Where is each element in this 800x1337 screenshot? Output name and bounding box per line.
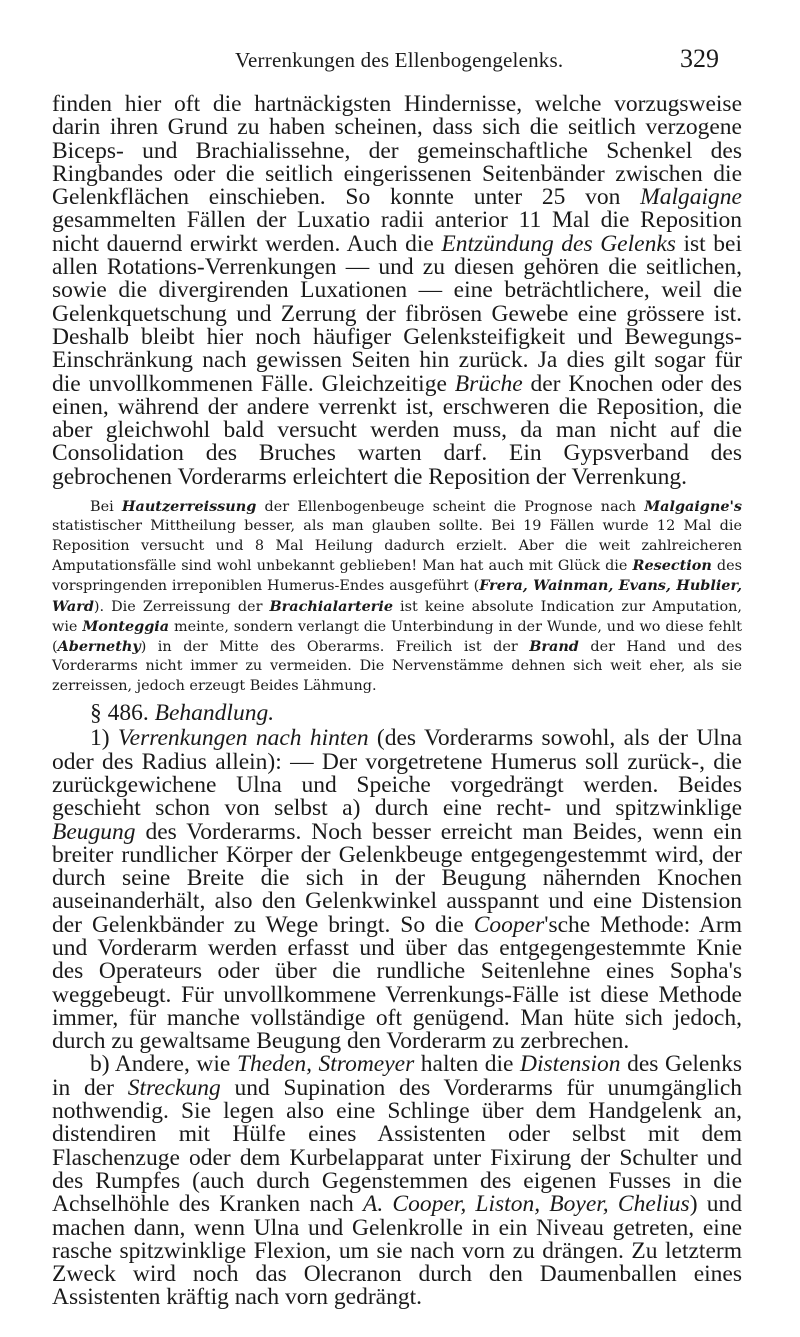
text-run: ). Die Zerreissung der bbox=[93, 598, 270, 615]
page-header bbox=[0, 42, 800, 78]
bold-italic-term: Brachialarterie bbox=[269, 597, 393, 615]
italic-term: Entzündung des Gelenks bbox=[441, 230, 676, 257]
bold-italic-term: Hautzerreissung bbox=[121, 498, 257, 516]
paragraph bbox=[52, 1053, 742, 1309]
section-number: § 486. bbox=[90, 700, 149, 727]
text-run: b) Andere, wie bbox=[90, 1051, 237, 1078]
italic-names: Theden, Stromeyer bbox=[236, 1051, 415, 1078]
italic-term: Brüche bbox=[454, 370, 523, 397]
italic-name: Malgaigne bbox=[640, 184, 742, 211]
bold-italic-term: Resection bbox=[632, 556, 712, 574]
italic-name: Cooper bbox=[473, 911, 545, 938]
bold-italic-name: Malgaigne's bbox=[644, 498, 742, 516]
running-title: Verrenkungen des Ellenbogengelenks. bbox=[235, 48, 564, 72]
italic-term: Distension bbox=[520, 1051, 621, 1078]
italic-term: Beugung bbox=[52, 818, 136, 845]
text-run: der Ellenbogenbeuge scheint die Prognose nach bbox=[256, 499, 645, 516]
text-run: gesammelten Fällen der Luxatio radii anterior 11 Mal die Reposition nicht dauernd erwirkt werden. Auch die bbox=[52, 207, 742, 257]
bold-italic-term: Brand bbox=[529, 638, 579, 656]
text-run: des Vorderarms. Noch besser erreicht man Beides, wenn ein breiter rundlicher Körper der Gelenkbeuge entgegengestemmt wird, der durch seine Breite die sich in der Beugung nähernden Knochen auseinanderhält, also den Gelenkwinkel ausspannt und eine Distension der Gelenkbänder zu Wege bringt. So die bbox=[52, 818, 742, 938]
text-run: statistischer Mittheilung besser, als man glauben sollte. Bei 19 Fällen wurde 12 Mal die Reposition versucht und 8 Mal Heilung dadurch erzielt. Aber die weit zahlreicheren Amputationsfälle sind wohl unbekannt geblieben! Man hat auch mit Glück die bbox=[52, 518, 742, 574]
text-run: ) und machen dann, wenn Ulna und Gelenkrolle in ein Niveau getreten, eine rasche spitzwinklige Flexion, um sie nach vorn zu drängen. Zu letzterm Zweck wird noch das Olecranon durch den Daumenballen eines Assistenten kräftig nach vorn gedrängt. bbox=[52, 1191, 743, 1311]
text-run: ) in der Mitte des Oberarms. Freilich ist der bbox=[140, 639, 530, 656]
text-run: 'sche Methode: Arm und Vorderarm werden erfasst und über das entgegengestemmte Knie des Operateurs oder über die rundliche Seitenlehne eines Sopha's weggebeugt. Für unvollkommene Verrenkungs-Fälle ist diese Methode immer, für manche vollständige oft genügend. Man hüte sich jedoch, durch zu gewaltsame Beugung den Vorderarm zu zerbrechen. bbox=[52, 911, 742, 1055]
text-run: Bei bbox=[90, 499, 122, 516]
bold-italic-names: Frera, Wainman, Evans, Hublier, Ward bbox=[52, 577, 742, 615]
italic-term: Verrenkungen nach hinten bbox=[117, 725, 369, 752]
text-run: und Supination des Vorderarms für unumgänglich nothwendig. Sie legen also eine Schlinge über dem Handgelenk an, distendiren mit Hülfe eines Assistenten oder selbst mit dem Flaschenzuge oder dem Kurbelapparat unter Fixirung der Schulter und des Rumpfes (auch durch Gegenstemmen des eigenen Fusses in die Achselhöhle des Kranken nach bbox=[52, 1074, 742, 1218]
text-run: (des Vorderarms sowohl, als der Ulna oder des Radius allein): — Der vorgetretene Humerus soll zurück-, die zurückgewichene Ulna und Speiche vorgedrängt werden. Beides geschieht schon von selbst a) durch eine recht- und spitzwinklige bbox=[52, 725, 743, 822]
text-run: des vorspringenden irreponiblen Humerus-Endes ausgeführt ( bbox=[52, 557, 742, 595]
bold-italic-name: Monteggia bbox=[82, 617, 170, 635]
page-number: 329 bbox=[680, 44, 719, 73]
body-text bbox=[52, 93, 742, 1310]
text-run: 1) bbox=[90, 725, 118, 752]
text-run: finden hier oft die hartnäckigsten Hindernisse, welche vorzugsweise darin ihren Grund zu haben scheinen, dass sich die seitlich verzogene Biceps- und Brachialissehne, der gemeinschaftliche Schenkel des Ringbandes oder die seitlich eingerissenen Seitenbänder zwischen die Gelenkflächen einschieben. So konnte unter 25 von bbox=[52, 91, 742, 211]
text-run: ist bei allen Rotations-Verrenkungen — und zu diesen gehören die seitlichen, sowie die divergirenden Luxationen — eine beträchtlichere, weil die Gelenkquetschung und Zerrung der fibrösen Gewebe eine grössere ist. Deshalb bleibt hier noch häufiger Gelenksteifigkeit und Bewegungs-Einschränkung nach gewissen Seiten hin zurück. Ja dies gilt sogar für die unvollkommenen Fälle. Gleichzeitige bbox=[52, 230, 742, 397]
text-run: meinte, sondern verlangt die Unterbindung in der Wunde, und wo diese fehlt ( bbox=[52, 618, 742, 656]
paragraph bbox=[52, 727, 742, 1053]
paragraph bbox=[52, 93, 742, 489]
text-run: des Gelenks in der bbox=[52, 1051, 742, 1101]
text-run: ist keine absolute Indication zur Amputation, wie bbox=[52, 598, 742, 635]
italic-term: Streckung bbox=[127, 1074, 221, 1101]
section-heading bbox=[52, 702, 742, 725]
italic-names: A. Cooper, Liston, Boyer, Chelius bbox=[362, 1191, 690, 1218]
text-run: halten die bbox=[414, 1051, 521, 1078]
bold-italic-name: Abernethy bbox=[57, 638, 141, 656]
section-title: Behandlung. bbox=[154, 700, 275, 727]
footnote-block bbox=[52, 497, 742, 696]
text-run: der Hand und des Vorderarms nicht immer zu vermeiden. Die Nervenstämme dehnen sich weit eher, als sie zerreissen, jedoch erzeugt Beides Lähmung. bbox=[52, 639, 742, 694]
text-run: der Knochen oder des einen, während der andere verrenkt ist, erschweren die Reposition, die aber gleichwohl bald versucht werden muss, da man nicht auf die Consolidation des Bruches warten darf. Ein Gypsverband des gebrochenen Vorderarms erleichtert die Reposition der Verrenkung. bbox=[52, 370, 742, 490]
